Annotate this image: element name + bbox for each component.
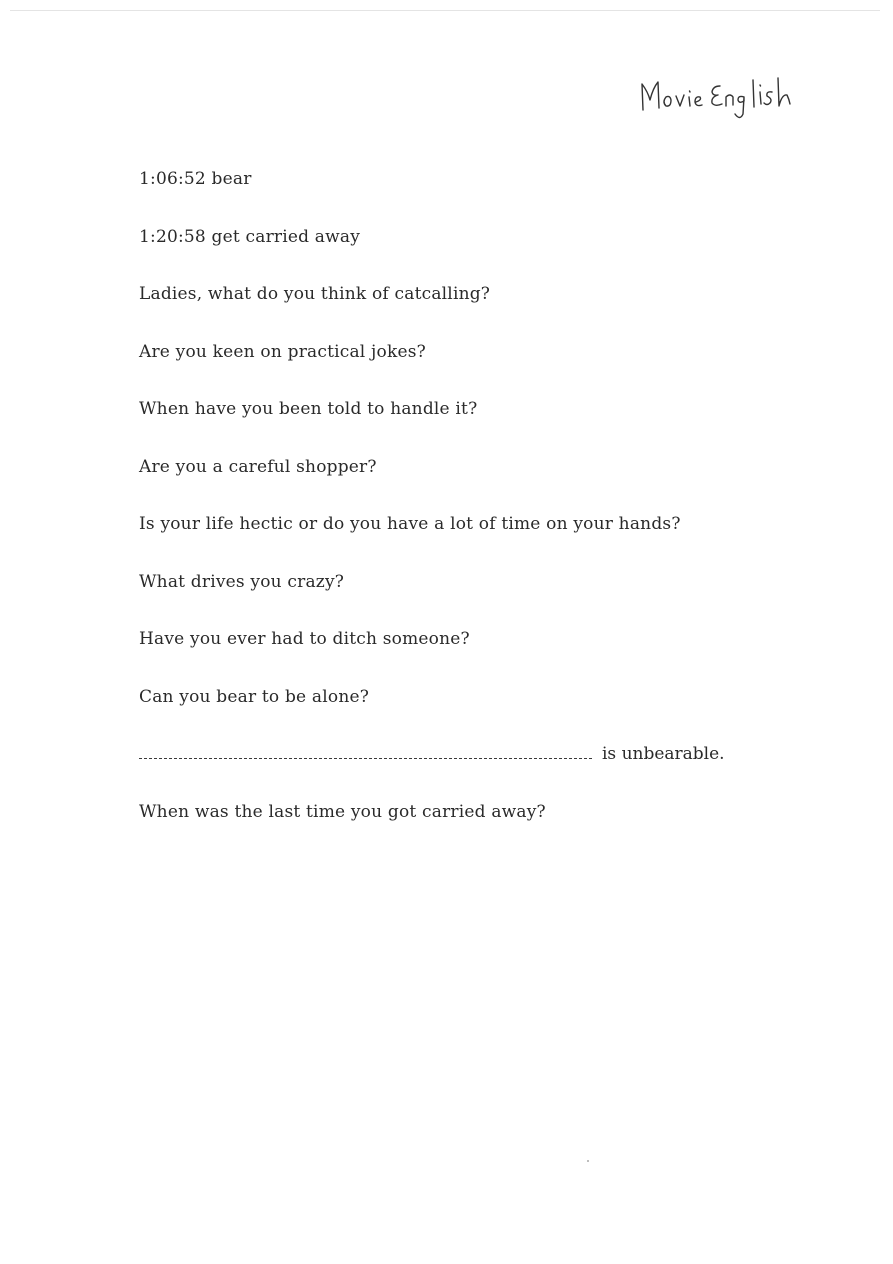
question-ditch-someone: Have you ever had to ditch someone? xyxy=(139,629,470,649)
question-hectic-life: Is your life hectic or do you have a lot of time on your hands? xyxy=(139,514,681,534)
question-carried-away: When was the last time you got carried away? xyxy=(139,802,546,822)
vocab-line-get-carried-away: 1:20:58 get carried away xyxy=(139,227,361,247)
fill-in-sentence xyxy=(139,744,725,764)
question-practical-jokes: Are you keen on practical jokes? xyxy=(139,342,426,362)
question-catcalling: Ladies, what do you think of catcalling? xyxy=(139,284,491,304)
scan-speck xyxy=(587,1160,589,1162)
handwritten-movie-english-signature xyxy=(636,70,806,126)
question-handle-it: When have you been told to handle it? xyxy=(139,399,478,419)
fill-in-blank[interactable] xyxy=(139,748,592,759)
question-bear-to-be-alone: Can you bear to be alone? xyxy=(139,687,370,707)
vocab-line-bear: 1:06:52 bear xyxy=(139,169,252,189)
question-careful-shopper: Are you a careful shopper? xyxy=(139,457,377,477)
question-drives-you-crazy: What drives you crazy? xyxy=(139,572,345,592)
handwritten-title xyxy=(636,70,806,126)
fill-in-suffix: is unbearable. xyxy=(602,744,725,764)
scan-edge-divider xyxy=(10,10,880,11)
